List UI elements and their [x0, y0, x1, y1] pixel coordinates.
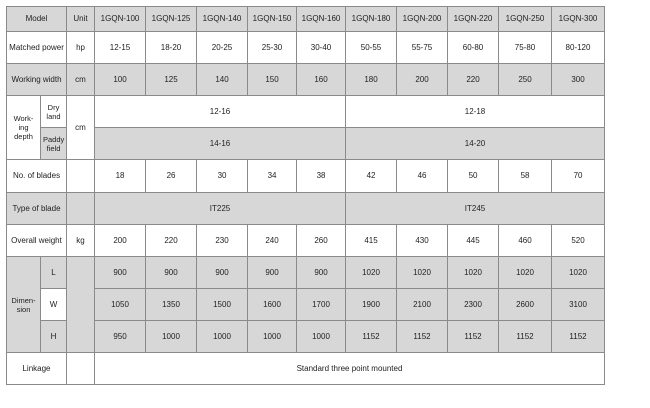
- value-cell: 1500: [197, 289, 248, 321]
- value-cell: Standard three point mounted: [95, 353, 605, 385]
- value-cell: 900: [95, 257, 146, 289]
- unit-cell: [67, 193, 95, 225]
- value-cell: 1600: [248, 289, 297, 321]
- value-cell: 1152: [346, 321, 397, 353]
- value-cell: 14-16: [95, 128, 346, 160]
- row-label-working-width: Working width: [7, 64, 67, 96]
- unit-cell: cm: [67, 96, 95, 160]
- table-row-dimension-w: [7, 289, 605, 321]
- table-row-blades: [7, 160, 605, 193]
- value-cell: 1000: [197, 321, 248, 353]
- value-cell: 1000: [146, 321, 197, 353]
- unit-cell: cm: [67, 64, 95, 96]
- value-cell: 1050: [95, 289, 146, 321]
- value-cell: 300: [552, 64, 605, 96]
- value-cell: 1152: [397, 321, 448, 353]
- value-cell: 14-20: [346, 128, 605, 160]
- value-cell: 55-75: [397, 32, 448, 64]
- model-name: 1GQN-150: [248, 7, 297, 32]
- model-header: Model: [7, 7, 67, 32]
- model-name: 1GQN-140: [197, 7, 248, 32]
- value-cell: 900: [248, 257, 297, 289]
- value-cell: 950: [95, 321, 146, 353]
- unit-cell: [67, 353, 95, 385]
- value-cell: 34: [248, 160, 297, 193]
- value-cell: 415: [346, 225, 397, 257]
- value-cell: 3100: [552, 289, 605, 321]
- value-cell: 240: [248, 225, 297, 257]
- spec-table: [6, 6, 605, 385]
- value-cell: 1152: [499, 321, 552, 353]
- sub-label-dry-land: Dry land: [41, 96, 67, 128]
- value-cell: 1020: [346, 257, 397, 289]
- table-row-dimension-l: [7, 257, 605, 289]
- value-cell: 50: [448, 160, 499, 193]
- table-row-matched-power: [7, 32, 605, 64]
- value-cell: 200: [397, 64, 448, 96]
- value-cell: 250: [499, 64, 552, 96]
- unit-cell: kg: [67, 225, 95, 257]
- table-row-working-depth-paddy: [7, 128, 605, 160]
- value-cell: 30-40: [297, 32, 346, 64]
- model-name: 1GQN-300: [552, 7, 605, 32]
- value-cell: 2600: [499, 289, 552, 321]
- value-cell: 46: [397, 160, 448, 193]
- value-cell: 150: [248, 64, 297, 96]
- value-cell: 125: [146, 64, 197, 96]
- value-cell: 1020: [448, 257, 499, 289]
- value-cell: 38: [297, 160, 346, 193]
- row-label-dimension: Dimen- sion: [7, 257, 41, 353]
- sub-label-w: W: [41, 289, 67, 321]
- row-label-working-depth: Work- ing depth: [7, 96, 41, 160]
- value-cell: 1000: [297, 321, 346, 353]
- value-cell: 1350: [146, 289, 197, 321]
- unit-cell: [67, 160, 95, 193]
- value-cell: 1020: [397, 257, 448, 289]
- model-name: 1GQN-250: [499, 7, 552, 32]
- value-cell: 30: [197, 160, 248, 193]
- value-cell: 12-16: [95, 96, 346, 128]
- value-cell: 50-55: [346, 32, 397, 64]
- value-cell: 80-120: [552, 32, 605, 64]
- model-name: 1GQN-220: [448, 7, 499, 32]
- value-cell: 220: [448, 64, 499, 96]
- table-row-working-width: [7, 64, 605, 96]
- value-cell: 260: [297, 225, 346, 257]
- value-cell: 26: [146, 160, 197, 193]
- table-row-model: [7, 7, 605, 32]
- value-cell: 20-25: [197, 32, 248, 64]
- value-cell: 12-18: [346, 96, 605, 128]
- value-cell: 140: [197, 64, 248, 96]
- value-cell: 18-20: [146, 32, 197, 64]
- row-label-blades: No. of blades: [7, 160, 67, 193]
- value-cell: 75-80: [499, 32, 552, 64]
- value-cell: 230: [197, 225, 248, 257]
- value-cell: 900: [146, 257, 197, 289]
- model-name: 1GQN-125: [146, 7, 197, 32]
- value-cell: 220: [146, 225, 197, 257]
- unit-cell: hp: [67, 32, 95, 64]
- unit-cell: [67, 257, 95, 353]
- model-name: 1GQN-100: [95, 7, 146, 32]
- sub-label-paddy-field: Paddy field: [41, 128, 67, 160]
- row-label-blade-type: Type of blade: [7, 193, 67, 225]
- model-name: 1GQN-160: [297, 7, 346, 32]
- value-cell: 100: [95, 64, 146, 96]
- table-row-linkage: [7, 353, 605, 385]
- sub-label-h: H: [41, 321, 67, 353]
- unit-header: Unit: [67, 7, 95, 32]
- value-cell: 160: [297, 64, 346, 96]
- value-cell: IT225: [95, 193, 346, 225]
- value-cell: 12-15: [95, 32, 146, 64]
- value-cell: 430: [397, 225, 448, 257]
- table-row-overall-weight: [7, 225, 605, 257]
- value-cell: 180: [346, 64, 397, 96]
- value-cell: 25-30: [248, 32, 297, 64]
- row-label-matched-power: Matched power: [7, 32, 67, 64]
- value-cell: 520: [552, 225, 605, 257]
- value-cell: 460: [499, 225, 552, 257]
- value-cell: 2300: [448, 289, 499, 321]
- value-cell: 58: [499, 160, 552, 193]
- row-label-linkage: Linkage: [7, 353, 67, 385]
- table-row-dimension-h: [7, 321, 605, 353]
- value-cell: 900: [297, 257, 346, 289]
- sub-label-l: L: [41, 257, 67, 289]
- model-name: 1GQN-180: [346, 7, 397, 32]
- value-cell: 60-80: [448, 32, 499, 64]
- value-cell: 42: [346, 160, 397, 193]
- value-cell: 1152: [552, 321, 605, 353]
- value-cell: 1020: [499, 257, 552, 289]
- value-cell: 2100: [397, 289, 448, 321]
- value-cell: 200: [95, 225, 146, 257]
- table-row-working-depth-dry: [7, 96, 605, 128]
- value-cell: 1000: [248, 321, 297, 353]
- value-cell: 1152: [448, 321, 499, 353]
- value-cell: 1700: [297, 289, 346, 321]
- row-label-overall-weight: Overall weight: [7, 225, 67, 257]
- value-cell: 445: [448, 225, 499, 257]
- value-cell: 900: [197, 257, 248, 289]
- value-cell: 70: [552, 160, 605, 193]
- value-cell: 1900: [346, 289, 397, 321]
- value-cell: IT245: [346, 193, 605, 225]
- table-row-blade-type: [7, 193, 605, 225]
- value-cell: 18: [95, 160, 146, 193]
- value-cell: 1020: [552, 257, 605, 289]
- model-name: 1GQN-200: [397, 7, 448, 32]
